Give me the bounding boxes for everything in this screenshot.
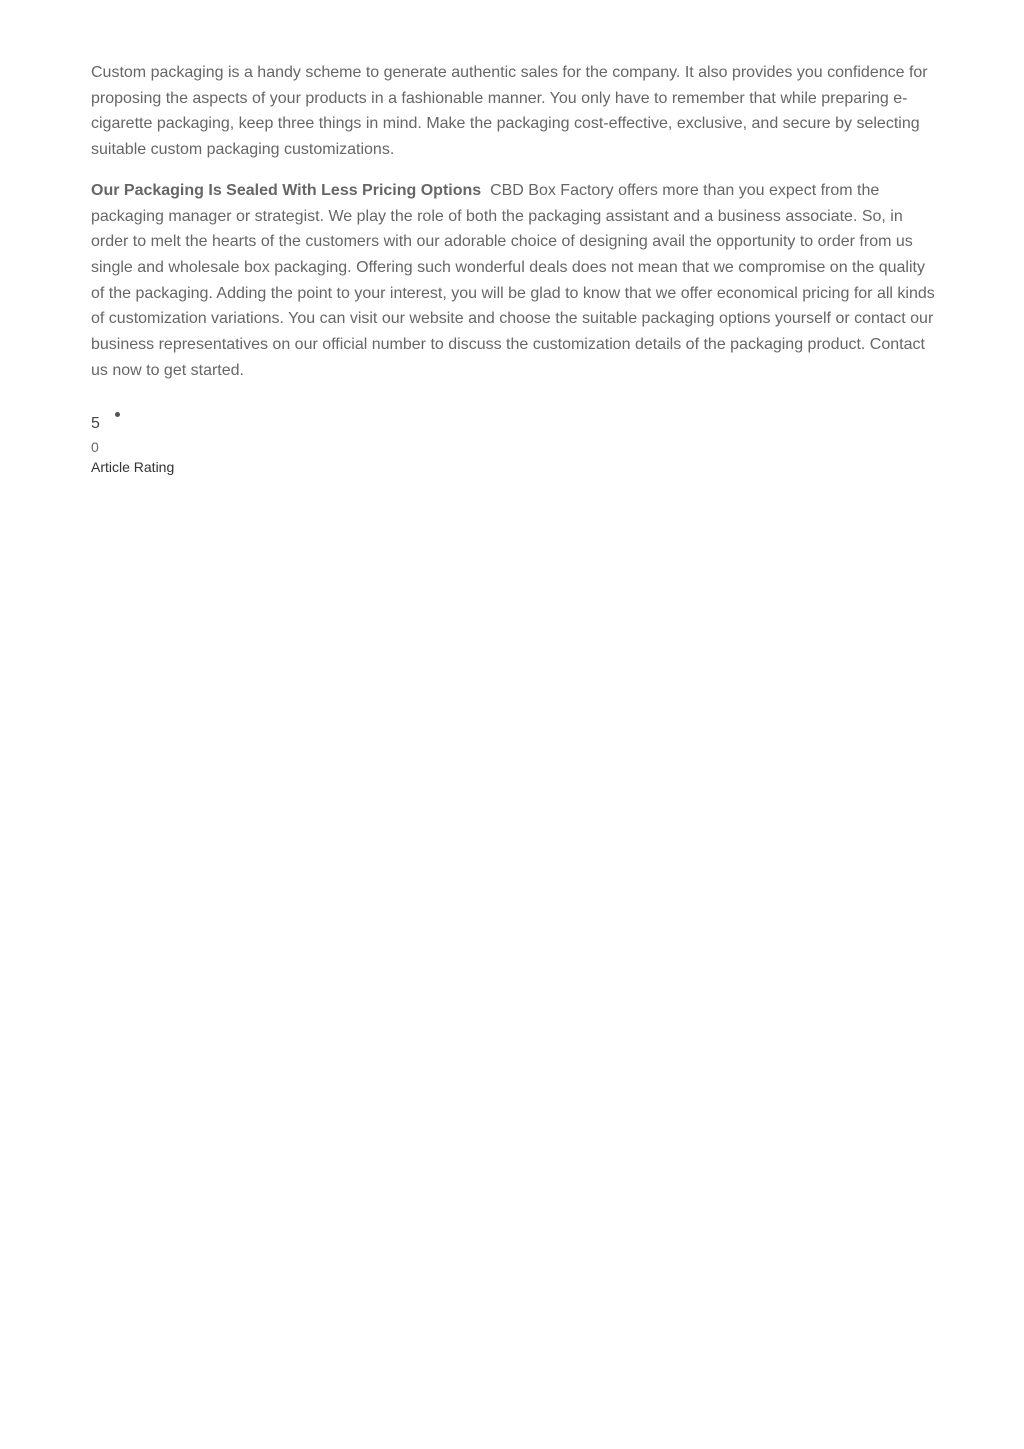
intro-paragraph: Custom packaging is a handy scheme to generate authentic sales for the company. It also provides you confidence for proposing the aspects of your products in a fashionable manner. You only have to remember that while preparing e-cigarette packaging, keep three things in mind. Make the packaging cost-effective, exclusive, and secure by selecting suitable custom packaging customizations. bbox=[91, 64, 928, 159]
pricing-paragraph-text: CBD Box Factory offers more than you expect from the packaging manager or strategist. We play the role of both the packaging assistant and a business associate. So, in order to melt the hearts of the customers with our adorable choice of designing avail the opportunity to order from us single and wholesale box packaging. Offering such wonderful deals does not mean that we compromise on the quality of the packaging. Adding the point to your interest, you will be glad to know that we offer economical pricing for all kinds of customization variations. You can visit our website and choose the suitable packaging options yourself or contact our business representatives on our official number to discuss the customization details of the packaging product. Contact us now to get started. bbox=[91, 181, 935, 379]
rating-count: 0 bbox=[91, 439, 99, 455]
rating-label: Article Rating bbox=[91, 459, 175, 475]
bullet-icon bbox=[115, 412, 120, 417]
rating-value: 5 bbox=[91, 415, 100, 432]
article-rating bbox=[91, 404, 391, 476]
section-heading: Our Packaging Is Sealed With Less Pricing Options bbox=[91, 181, 482, 199]
article-body bbox=[91, 60, 937, 383]
pricing-paragraph bbox=[91, 178, 937, 384]
rating-row bbox=[91, 404, 391, 434]
